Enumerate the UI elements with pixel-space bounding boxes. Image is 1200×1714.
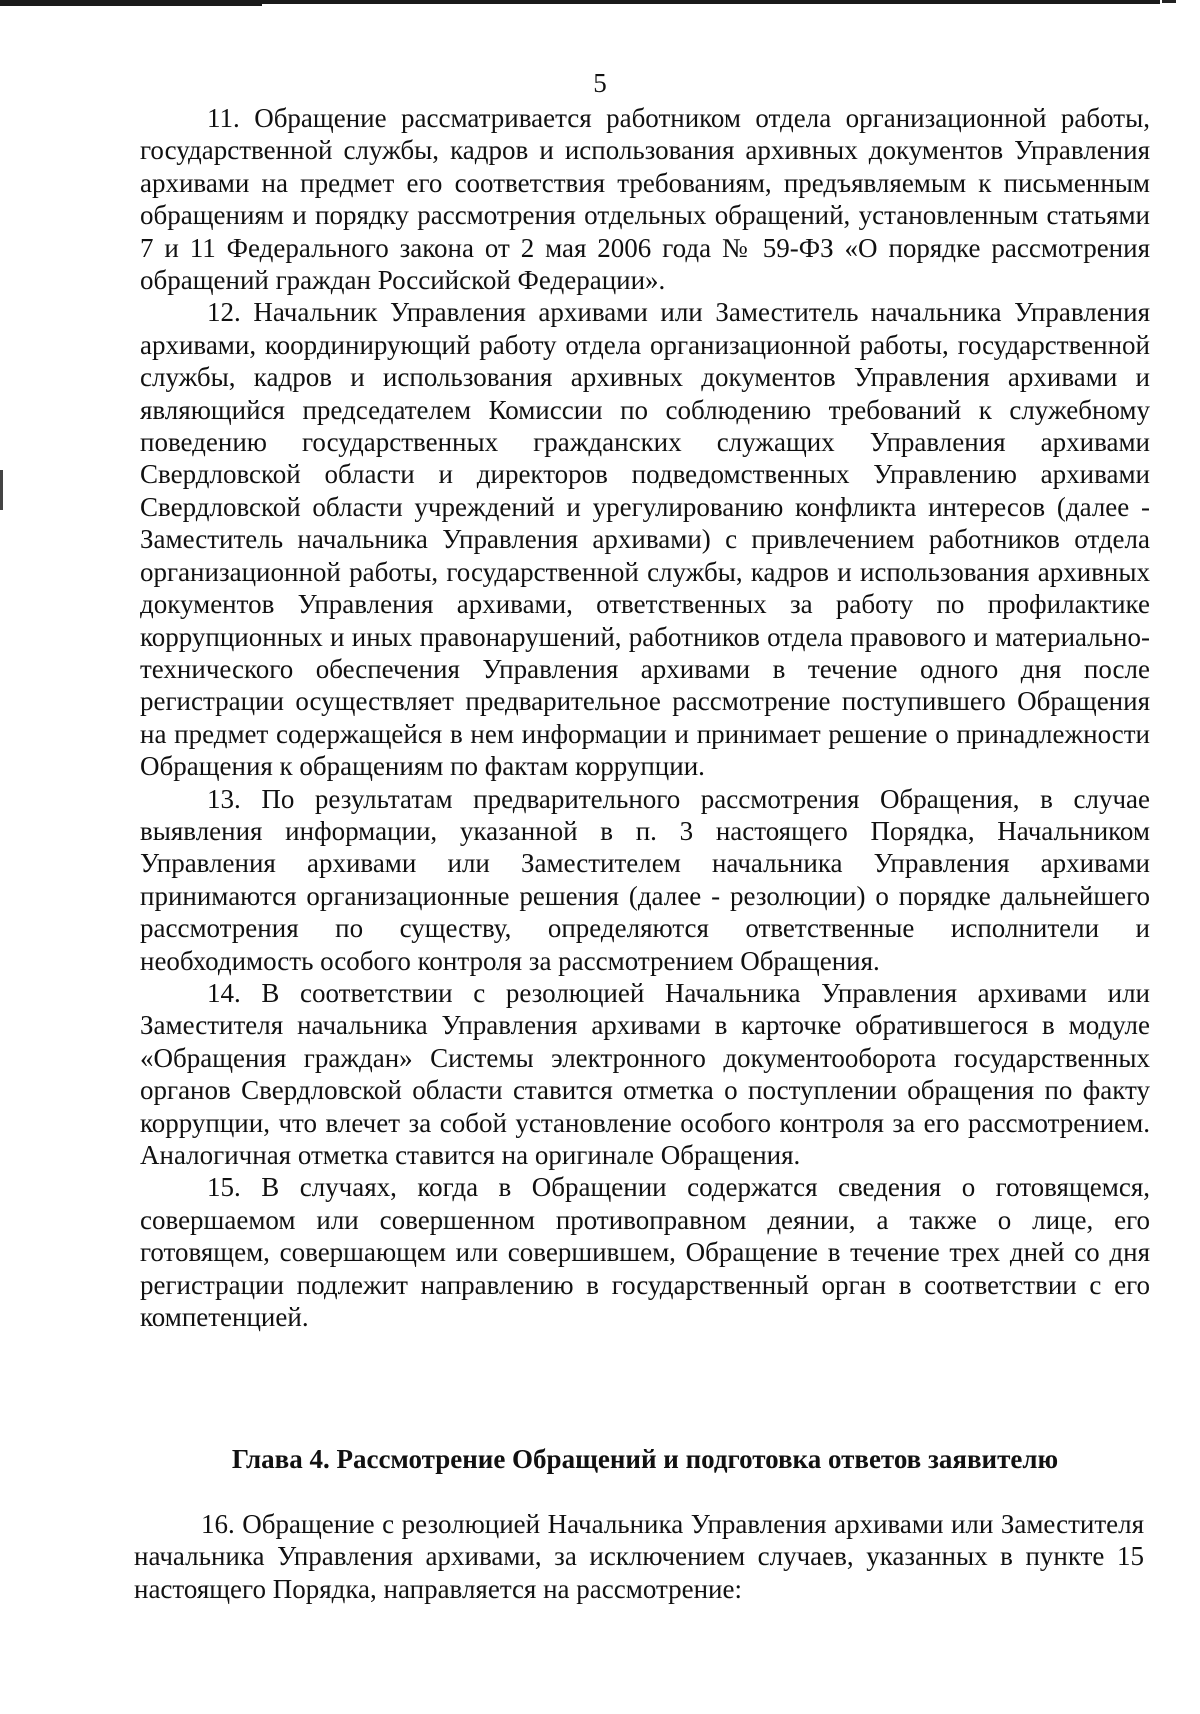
scan-mark — [1162, 0, 1176, 3]
page-number: 5 — [593, 68, 607, 98]
chapter-heading: Глава 4. Рассмотрение Обращений и подготовка ответов заявителю — [231, 1444, 1059, 1474]
paragraph-16: 16. Обращение с резолюцией Начальника Управления архивами или Заместителя начальника Управления архивами, за исключением случаев, указанных в пункте 15 настоящего Порядка, направляется на рассмотрение: — [134, 1509, 1144, 1604]
paragraph-15: 15. В случаях, когда в Обращении содержатся сведения о готовящемся, совершаемом или совершенном противоправном деянии, а также о лице, его готовящем, совершающем или совершившем, Обращение в течение трех дней со дня регистрации подлежит направлению в государственный орган в соответствии с его компетенцией. — [140, 1172, 1150, 1333]
scan-mark — [0, 470, 3, 510]
paragraph-13: 13. По результатам предварительного рассмотрения Обращения, в случае выявления информации, указанной в п. 3 настоящего Порядка, Начальником Управления архивами или Заместителем начальника Управления архивами принимаются организационные решения (далее - резолюции) о порядке дальнейшего рассмотрения по существу, определяются ответственные исполнители и необходимость особого контроля за рассмотрением Обращения. — [140, 783, 1150, 976]
paragraph-12: 12. Начальник Управления архивами или Заместитель начальника Управления архивами, координирующий работу отдела организационной работы, государственной службы, кадров и использования архивных документов Управления архивами и являющийся председателем Комиссии по соблюдению требований к служебному поведению государственных гражданских служащих Управления архивами Свердловской области и директоров подведомственных Управлению архивами Свердловской области учреждений и урегулированию конфликта интересов (далее - Заместитель начальника Управления архивами) с привлечением работников отдела организационной работы, государственной службы, кадров и использования архивных документов Управления архивами, ответственных за работу по профилактике коррупционных и иных правонарушений, работников отдела правового и материально-технического обеспечения Управления архивами в течение одного дня после регистрации осуществляет предварительное рассмотрение поступившего Обращения на предмет содержащейся в нем информации и принимает решение о принадлежности Обращения к обращениям по фактам коррупции. — [140, 297, 1150, 782]
paragraph-14: 14. В соответствии с резолюцией Начальника Управления архивами или Заместителя начальника Управления архивами в карточке обратившегося в модуле «Обращения граждан» Системы электронного документооборота государственных органов Свердловской области ставится отметка о поступлении обращения по факту коррупции, что влечет за собой установление особого контроля за его рассмотрением. Аналогичная отметка ставится на оригинале Обращения. — [140, 977, 1150, 1170]
document-body-continued — [134, 1508, 1144, 1605]
paragraph-11: 11. Обращение рассматривается работником отдела организационной работы, государственной службы, кадров и использования архивных документов Управления архивами на предмет его соответствия требованиям, предъявляемым к письменным обращениям и порядку рассмотрения отдельных обращений, установленным статьями 7 и 11 Федерального закона от 2 мая 2006 года № 59-ФЗ «О порядке рассмотрения обращений граждан Российской Федерации». — [140, 103, 1150, 296]
scan-border-top-thin — [0, 4, 262, 6]
document-body — [140, 102, 1150, 1333]
